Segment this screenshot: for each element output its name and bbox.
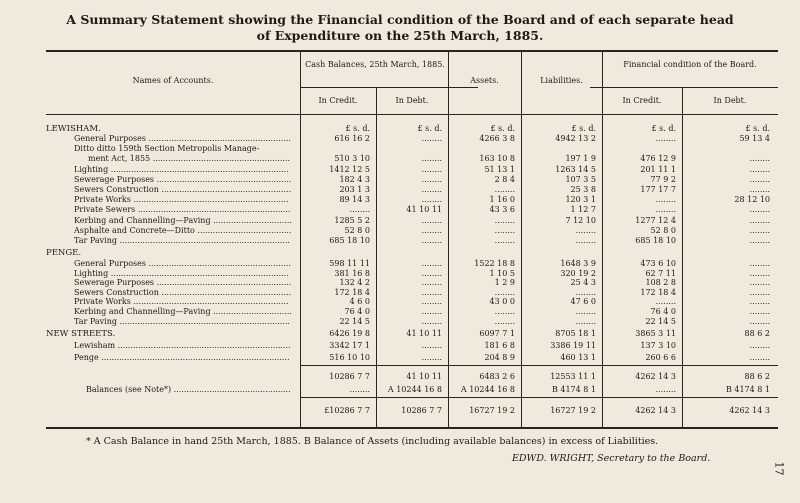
- amount-cell: 88 6 2: [744, 372, 770, 381]
- col-divider: [682, 88, 683, 427]
- amount-cell: ........: [749, 174, 770, 184]
- amount-cell: 41 10 11: [406, 329, 442, 338]
- amount-cell: ........: [421, 225, 442, 235]
- amount-cell: 89 14 3: [339, 195, 370, 205]
- amount-cell: 52 8 0: [650, 225, 676, 235]
- balance-rule: [300, 397, 778, 398]
- amount-cell: ........: [421, 297, 442, 307]
- dot-leader: ...................................................: [158, 185, 292, 194]
- amount-cell: ........: [494, 307, 515, 316]
- amount-cell: ........: [421, 134, 442, 143]
- amount-cell: 172 18 4: [334, 287, 370, 297]
- amount-cell: 77 9 2: [650, 174, 676, 184]
- amount-cell: 181 6 8: [484, 341, 515, 350]
- dot-leader: ......................................................................: [108, 268, 289, 278]
- amount-cell: 16727 19 2: [550, 406, 596, 415]
- amount-cell: ........: [575, 225, 596, 235]
- header-bottom-rule: [46, 114, 778, 115]
- amount-cell: ........: [749, 215, 770, 225]
- amount-cell: ........: [749, 268, 770, 278]
- amount-cell: ........: [494, 215, 515, 225]
- amount-cell: 62 7 11: [645, 268, 676, 278]
- amount-cell: ........: [421, 195, 442, 205]
- amount-cell: 616 16 2: [334, 134, 370, 143]
- amount-cell: 120 3 1: [565, 195, 596, 205]
- currency-header: £ s. d.: [571, 124, 596, 133]
- amount-cell: 16727 19 2: [469, 406, 515, 415]
- amount-cell: 59 13 4: [739, 134, 770, 143]
- amount-cell: ........: [655, 385, 676, 394]
- account-name: General Purposes ........................................................: [74, 134, 291, 143]
- amount-cell: £10286 7 7: [324, 406, 370, 415]
- dot-leader: ..............................................: [171, 385, 291, 394]
- amount-cell: ........: [655, 195, 676, 205]
- dot-leader: ......................................................................: [108, 164, 289, 174]
- dot-leader: ............................................................: [135, 205, 291, 215]
- amount-cell: ........: [421, 353, 442, 362]
- amount-cell: 108 2 8: [645, 278, 676, 288]
- amount-cell: 1 12 7: [570, 205, 596, 215]
- amount-cell: 1648 3 9: [560, 259, 596, 268]
- amount-cell: 685 18 10: [329, 236, 370, 245]
- amount-cell: 204 8 9: [484, 353, 515, 362]
- amount-cell: 76 4 0: [344, 307, 370, 316]
- amount-cell: 43 3 6: [489, 205, 515, 215]
- col-divider: [521, 52, 522, 427]
- amount-cell: ........: [421, 278, 442, 288]
- table-bottom-rule: [46, 427, 778, 429]
- header-fc-in-debt: In Debt.: [713, 96, 747, 105]
- amount-cell: 1 10 5: [489, 268, 515, 278]
- signature: EDWD. WRIGHT, Secretary to the Board.: [512, 453, 711, 464]
- account-name: Kerbing and Channelling—Paving ...............................: [74, 307, 292, 316]
- account-name: Private Works .............................................................: [74, 297, 289, 307]
- amount-cell: 6483 2 6: [479, 372, 515, 381]
- amount-cell: 6097 7 1: [479, 329, 515, 338]
- amount-cell: 2 8 4: [494, 174, 515, 184]
- account-name: Tar Paving ...................................................................: [74, 236, 290, 245]
- dot-leader: ...................................................: [158, 287, 292, 297]
- amount-cell: ........: [421, 236, 442, 245]
- amount-cell: 4 6 0: [349, 297, 370, 307]
- account-name: Kerbing and Channelling—Paving ...............................: [74, 215, 292, 225]
- dot-leader: ......................................................: [150, 154, 291, 164]
- amount-cell: 25 4 3: [570, 278, 596, 288]
- amount-cell: 177 17 7: [640, 185, 676, 194]
- amount-cell: B 4174 8 1: [551, 385, 596, 394]
- dot-leader: .....................................: [194, 225, 292, 235]
- dot-leader: ...............................: [210, 307, 292, 316]
- amount-cell: ........: [575, 316, 596, 326]
- amount-cell: ........: [421, 164, 442, 174]
- currency-header: £ s. d.: [345, 124, 370, 133]
- currency-header: £ s. d.: [651, 124, 676, 133]
- dot-leader: ...................................................................: [117, 316, 290, 326]
- amount-cell: ........: [494, 225, 515, 235]
- amount-cell: 88 6 2: [744, 329, 770, 338]
- section-lewisham: LEWISHAM.: [46, 124, 101, 134]
- amount-cell: ........: [421, 174, 442, 184]
- amount-cell: 4266 3 8: [479, 134, 515, 143]
- amount-cell: 1285 5 2: [334, 215, 370, 225]
- amount-cell: 685 18 10: [635, 236, 676, 245]
- dot-leader: ........................................................: [145, 134, 291, 143]
- col-divider: [448, 52, 449, 427]
- col-divider: [300, 52, 301, 427]
- amount-cell: 460 13 1: [560, 353, 596, 362]
- dot-leader: .............................................................: [130, 195, 289, 205]
- col-divider: [602, 52, 603, 427]
- account-name: Asphalte and Concrete—Ditto .....................................: [74, 225, 292, 235]
- amount-cell: 381 16 8: [334, 268, 370, 278]
- amount-cell: ........: [749, 316, 770, 326]
- amount-cell: 41 10 11: [406, 205, 442, 215]
- amount-cell: 1 2 9: [494, 278, 515, 288]
- header-names-of-accounts: Names of Accounts.: [132, 76, 214, 85]
- amount-cell: ........: [575, 307, 596, 316]
- amount-cell: 8705 18 1: [555, 329, 596, 338]
- amount-cell: ........: [349, 385, 370, 394]
- amount-cell: 476 12 9: [640, 154, 676, 164]
- section-penge: PENGE.: [46, 248, 82, 258]
- footnote: * A Cash Balance in hand 25th March, 1885. B Balance of Assets (including available balances) in excess of Liabilities.: [86, 436, 659, 447]
- amount-cell: ........: [749, 225, 770, 235]
- dot-leader: ...............................: [210, 215, 292, 225]
- amount-cell: 473 6 10: [640, 259, 676, 268]
- amount-cell: 182 4 3: [339, 174, 370, 184]
- amount-cell: ........: [421, 341, 442, 350]
- currency-header: £ s. d.: [745, 124, 770, 133]
- amount-cell: ........: [749, 164, 770, 174]
- account-name: Sewerage Purposes .....................................................: [74, 174, 292, 184]
- amount-cell: 4262 14 3: [635, 406, 676, 415]
- dot-leader: ...................................................................: [117, 236, 290, 245]
- amount-cell: 28 12 10: [734, 195, 770, 205]
- amount-cell: ........: [749, 307, 770, 316]
- dot-leader: ..........................................................................: [98, 353, 290, 362]
- document-subtitle: of Expenditure on the 25th March, 1885.: [256, 28, 544, 43]
- amount-cell: 1522 18 8: [474, 259, 515, 268]
- amount-cell: ........: [575, 287, 596, 297]
- account-name: General Purposes ........................................................: [74, 259, 291, 268]
- header-liabilities: Liabilities.: [540, 76, 583, 85]
- amount-cell: 3386 19 11: [550, 341, 596, 350]
- amount-cell: 3342 17 1: [329, 341, 370, 350]
- account-name: ment Act, 1855 ......................................................: [88, 154, 291, 164]
- amount-cell: 1 16 0: [489, 195, 515, 205]
- currency-header: £ s. d.: [490, 124, 515, 133]
- amount-cell: ........: [749, 278, 770, 288]
- amount-cell: 197 1 9: [565, 154, 596, 164]
- header-mid-rule: [300, 87, 478, 88]
- amount-cell: 4942 13 2: [555, 134, 596, 143]
- amount-cell: 47 6 0: [570, 297, 596, 307]
- header-cash-balances: Cash Balances, 25th March, 1885.: [305, 60, 445, 69]
- amount-cell: 51 13 1: [484, 164, 515, 174]
- amount-cell: ........: [494, 316, 515, 326]
- amount-cell: 10286 7 7: [329, 372, 370, 381]
- amount-cell: A 10244 16 8: [460, 385, 515, 394]
- amount-cell: ........: [655, 205, 676, 215]
- amount-cell: 1263 14 5: [555, 164, 596, 174]
- amount-cell: 510 3 10: [334, 154, 370, 164]
- account-name: Private Works .............................................................: [74, 195, 289, 205]
- amount-cell: 25 3 8: [570, 185, 596, 194]
- document-title: A Summary Statement showing the Financial condition of the Board and of each separate head: [66, 12, 734, 27]
- amount-cell: ........: [421, 259, 442, 268]
- amount-cell: 598 11 11: [329, 259, 370, 268]
- table-top-rule: [46, 50, 778, 52]
- amount-cell: ........: [749, 154, 770, 164]
- amount-cell: A 10244 16 8: [387, 385, 442, 394]
- amount-cell: ........: [749, 353, 770, 362]
- amount-cell: ........: [421, 268, 442, 278]
- amount-cell: ........: [421, 287, 442, 297]
- header-in-debt: In Debt.: [395, 96, 429, 105]
- account-name: Lighting ......................................................................: [74, 164, 289, 174]
- amount-cell: 172 18 4: [640, 287, 676, 297]
- amount-cell: ........: [421, 316, 442, 326]
- amount-cell: 203 1 3: [339, 185, 370, 194]
- amount-cell: ........: [655, 134, 676, 143]
- dot-leader: .....................................................: [154, 278, 292, 288]
- amount-cell: 6426 19 8: [329, 329, 370, 338]
- account-name: Balances (see Note*) ..............................................: [86, 385, 291, 394]
- amount-cell: 76 4 0: [650, 307, 676, 316]
- header-in-credit: In Credit.: [318, 96, 358, 105]
- col-divider: [376, 88, 377, 427]
- account-name: Tar Paving ...................................................................: [74, 316, 290, 326]
- subtotal-rule: [300, 365, 778, 366]
- amount-cell: ........: [349, 205, 370, 215]
- account-name: Ditto ditto 159th Section Metropolis Manage-: [74, 144, 260, 154]
- account-name: Sewerage Purposes .....................................................: [74, 278, 292, 288]
- amount-cell: 132 4 2: [339, 278, 370, 288]
- amount-cell: B 4174 8 1: [725, 385, 770, 394]
- dot-leader: .............................................................: [130, 297, 289, 307]
- amount-cell: 1412 12 5: [329, 164, 370, 174]
- header-fc-in-credit: In Credit.: [622, 96, 662, 105]
- amount-cell: 137 3 10: [640, 341, 676, 350]
- amount-cell: 107 3 5: [565, 174, 596, 184]
- currency-header: £ s. d.: [417, 124, 442, 133]
- header-assets: Assets.: [470, 76, 499, 85]
- amount-cell: 10286 7 7: [401, 406, 442, 415]
- account-name: Lighting ......................................................................: [74, 268, 289, 278]
- amount-cell: ........: [421, 215, 442, 225]
- amount-cell: ........: [655, 297, 676, 307]
- amount-cell: 22 14 5: [339, 316, 370, 326]
- account-name: Lewisham ....................................................................: [74, 341, 291, 350]
- header-financial-condition: Financial condition of the Board.: [623, 60, 757, 69]
- amount-cell: 22 14 5: [645, 316, 676, 326]
- amount-cell: ........: [749, 297, 770, 307]
- amount-cell: 3865 3 11: [635, 329, 676, 338]
- amount-cell: 516 10 10: [329, 353, 370, 362]
- amount-cell: ........: [494, 185, 515, 194]
- amount-cell: 4262 14 3: [729, 406, 770, 415]
- amount-cell: 320 19 2: [560, 268, 596, 278]
- account-name: Sewers Construction ...................................................: [74, 185, 292, 194]
- amount-cell: 4262 14 3: [635, 372, 676, 381]
- amount-cell: 163 10 8: [479, 154, 515, 164]
- amount-cell: ........: [749, 236, 770, 245]
- amount-cell: 12553 11 1: [550, 372, 596, 381]
- amount-cell: 1277 12 4: [635, 215, 676, 225]
- amount-cell: ........: [749, 341, 770, 350]
- page-number: 17: [772, 461, 786, 476]
- amount-cell: 260 6 6: [645, 353, 676, 362]
- dot-leader: ....................................................................: [115, 341, 291, 350]
- dot-leader: .....................................................: [154, 174, 292, 184]
- account-name: Private Sewers ............................................................: [74, 205, 291, 215]
- amount-cell: ........: [749, 259, 770, 268]
- amount-cell: ........: [749, 287, 770, 297]
- amount-cell: ........: [749, 205, 770, 215]
- amount-cell: 201 11 1: [640, 164, 676, 174]
- amount-cell: 41 10 11: [406, 372, 442, 381]
- amount-cell: ........: [421, 307, 442, 316]
- amount-cell: ........: [749, 185, 770, 194]
- section-new-streets: NEW STREETS.: [46, 329, 116, 339]
- account-name: Sewers Construction ...................................................: [74, 287, 292, 297]
- amount-cell: ........: [421, 185, 442, 194]
- header-mid-rule-right: [590, 87, 778, 88]
- amount-cell: ........: [494, 236, 515, 245]
- amount-cell: ........: [575, 236, 596, 245]
- amount-cell: ........: [494, 287, 515, 297]
- amount-cell: 43 0 0: [489, 297, 515, 307]
- amount-cell: 7 12 10: [565, 215, 596, 225]
- amount-cell: ........: [421, 154, 442, 164]
- account-name: Penge ..........................................................................: [74, 353, 290, 362]
- dot-leader: ........................................................: [145, 259, 291, 268]
- amount-cell: 52 8 0: [344, 225, 370, 235]
